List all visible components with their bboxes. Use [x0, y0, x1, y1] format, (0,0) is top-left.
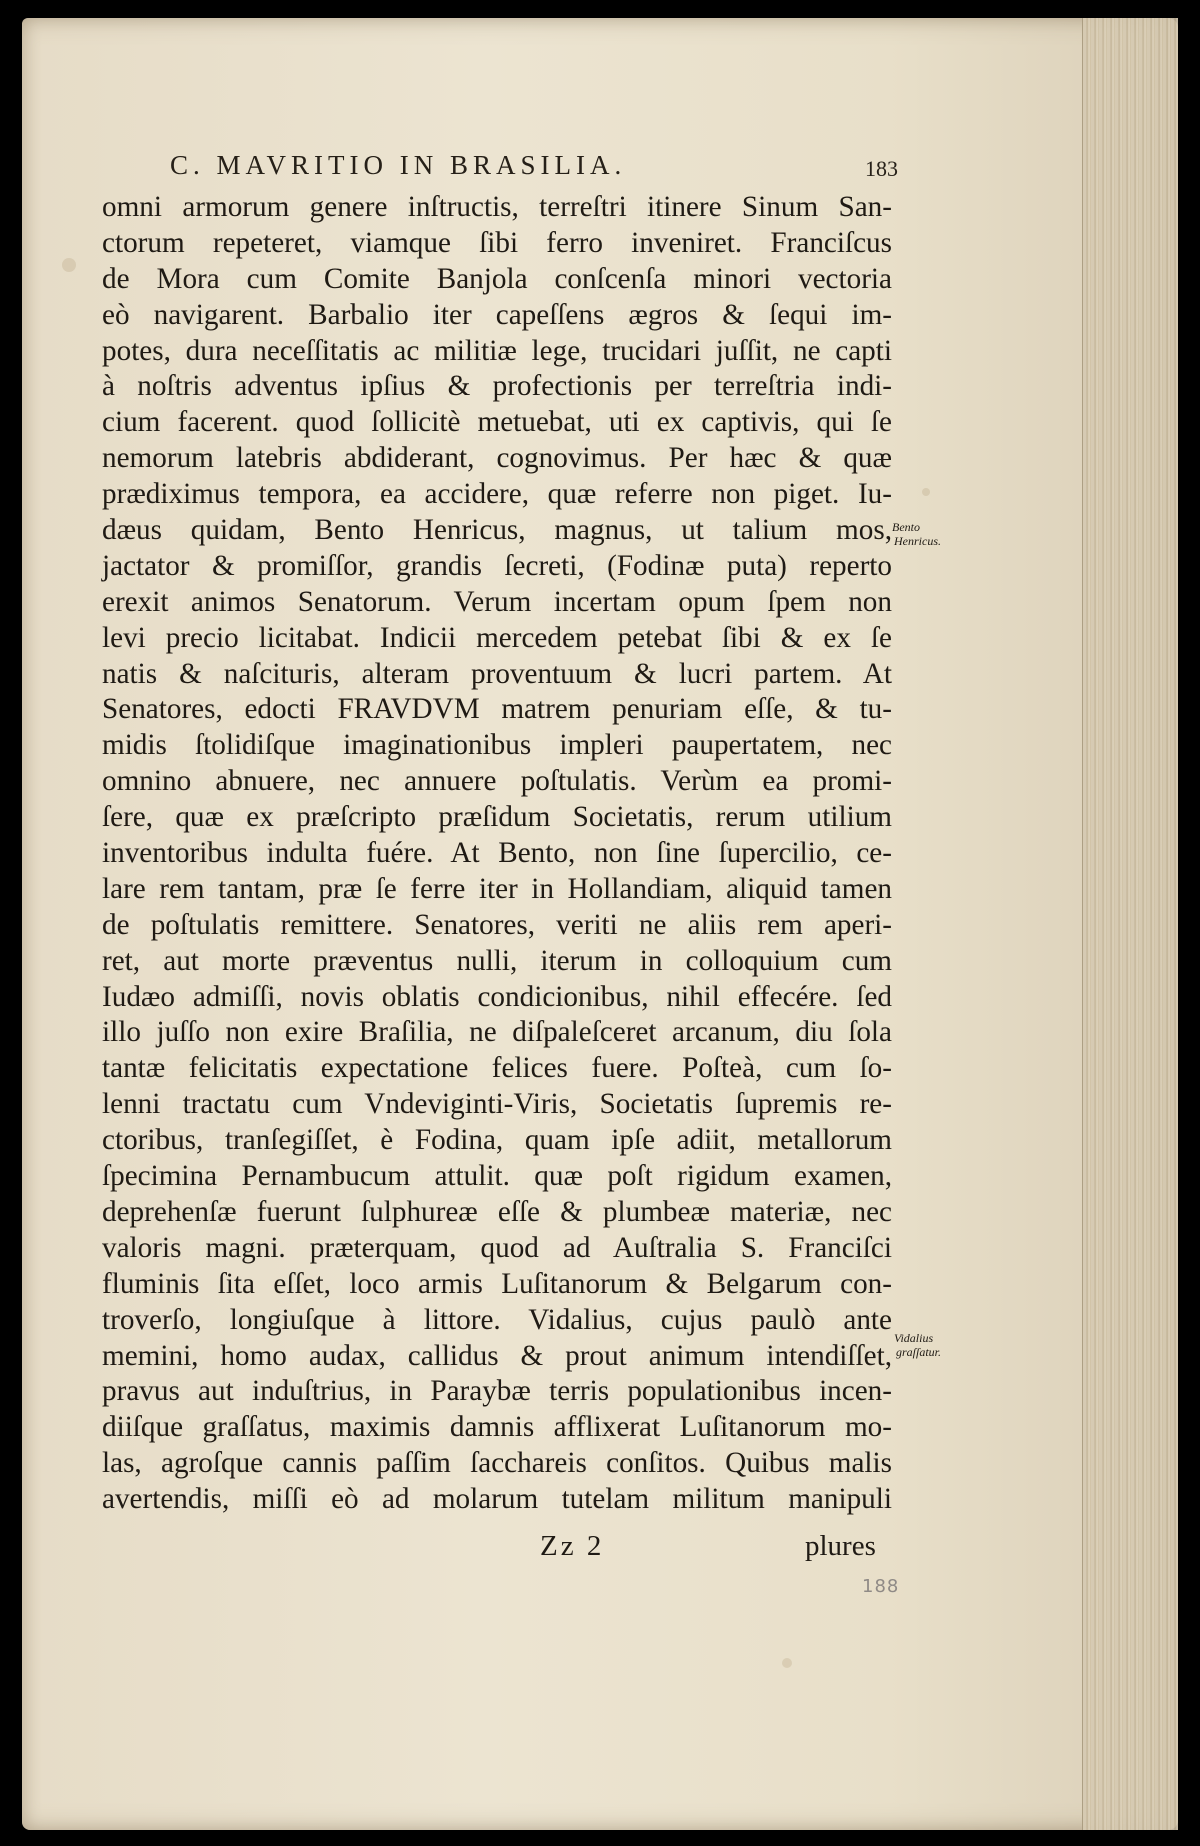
text-line: de Mora cum Comite Banjola conſcenſa minori vectoria — [102, 262, 892, 295]
text-line: fluminis ſita eſſet, loco armis Luſitanorum & Belgarum con- — [102, 1267, 892, 1300]
text-line: omnino abnuere, nec annuere poſtulatis. Verùm ea promi- — [102, 765, 892, 798]
marginal-note-line: graſſatur. — [896, 1345, 942, 1359]
text-line: Iudæo admiſſi, novis oblatis condicionibus, nihil effecére. ſed — [102, 980, 892, 1013]
text-line: eò navigarent. Barbalio iter capeſſens ægros & ſequi im- — [102, 298, 892, 331]
marginal-note-line: Henricus. — [894, 534, 941, 548]
text-line: Senatores, edocti FRAVDVM matrem penuriam eſſe, & tu- — [102, 693, 892, 726]
text-line: nemorum latebris abdiderant, cognovimus. Per hæc & quæ — [102, 442, 892, 475]
text-line: omni armorum genere inſtructis, terreſtri itinere Sinum San- — [102, 191, 892, 223]
foxing-spot — [922, 488, 930, 496]
text-line: ctoribus, tranſegiſſet, è Fodina, quam ipſe adiit, metallorum — [102, 1124, 892, 1157]
text-line: valoris magni. præterquam, quod ad Auſtralia S. Franciſci — [102, 1231, 892, 1264]
text-line: tantæ felicitatis expectatione felices fuere. Poſteà, cum ſo- — [102, 1052, 892, 1085]
text-line: cium facerent. quod ſollicitè metuebat, uti ex captivis, qui ſe — [102, 406, 892, 439]
page-header — [170, 150, 898, 190]
text-line: jactator & promiſſor, grandis ſecreti, (Fodinæ puta) reperto — [102, 549, 892, 582]
signature-mark: Zz 2 — [540, 1530, 605, 1562]
marginal-note-vidalius — [894, 1331, 941, 1359]
text-line: potes, dura neceſſitatis ac militiæ lege, trucidari juſſit, ne capti — [102, 334, 892, 367]
text-line: ſere, quæ ex præſcripto præſidum Societatis, rerum utilium — [102, 801, 892, 834]
text-line: pravus aut induſtrius, in Paraybæ terris populationibus incen- — [102, 1375, 892, 1408]
page-fore-edge — [1082, 18, 1178, 1830]
text-line: ret, aut morte præventus nulli, iterum in colloquium cum — [102, 944, 892, 977]
text-line: midis ſtolidiſque imaginationibus impleri paupertatem, nec — [102, 729, 892, 762]
text-line: natis & naſcituris, alteram proventuum & lucri partem. At — [102, 657, 892, 690]
main-text — [102, 190, 892, 1518]
text-line: lare rem tantam, præ ſe ferre iter in Hollandiam, aliquid tamen — [102, 872, 892, 905]
marginal-note-line: Bento — [892, 520, 920, 534]
foxing-spot — [62, 258, 76, 272]
text-line: deprehenſæ fuerunt ſulphureæ eſſe & plumbeæ materiæ, nec — [102, 1195, 892, 1228]
foxing-spot — [782, 1658, 792, 1668]
page-number: 183 — [865, 156, 898, 181]
text-line: inventoribus indulta fuére. At Bento, non ſine ſupercilio, ce- — [102, 837, 892, 870]
text-line: prædiximus tempora, ea accidere, quæ referre non piget. Iu- — [102, 478, 892, 511]
text-line: ctorum repeteret, viamque ſibi ferro inveniret. Franciſcus — [102, 226, 892, 259]
text-line: à noſtris adventus ipſius & profectionis per terreſtria indi- — [102, 370, 892, 403]
running-title: C. MAVRITIO IN BRASILIA. — [170, 150, 627, 180]
text-line: las, agroſque cannis paſſim ſacchareis conſitos. Quibus malis — [102, 1447, 892, 1480]
text-line: ſpecimina Pernambucum attulit. quæ poſt rigidum examen, — [102, 1160, 892, 1193]
marginal-note-line: Vidalius — [894, 1331, 934, 1345]
marginal-note-bento — [892, 520, 941, 548]
text-line: memini, homo audax, callidus & prout animum intendiſſet, — [102, 1339, 892, 1372]
text-line: lenni tractatu cum Vndeviginti-Viris, Societatis ſupremis re- — [102, 1088, 892, 1121]
text-line: illo juſſo non exire Braſilia, ne diſpaleſceret arcanum, diu ſola — [102, 1016, 892, 1049]
text-line: de poſtulatis remittere. Senatores, veriti ne aliis rem aperi- — [102, 908, 892, 941]
text-line: avertendis, miſſi eò ad molarum tutelam militum manipuli — [102, 1483, 892, 1516]
catchword: plures — [805, 1530, 876, 1562]
text-line: levi precio licitabat. Indicii mercedem petebat ſibi & ex ſe — [102, 621, 892, 654]
text-line: troverſo, longiuſque à littore. Vidalius, cujus paulò ante — [102, 1303, 892, 1336]
text-line: diiſque graſſatus, maximis damnis afflixerat Luſitanorum mo- — [102, 1411, 892, 1444]
text-line: dæus quidam, Bento Henricus, magnus, ut talium mos, — [102, 514, 892, 547]
text-line: erexit animos Senatorum. Verum incertam opum ſpem non — [102, 585, 892, 618]
pencil-folio-number: 188 — [862, 1576, 900, 1597]
